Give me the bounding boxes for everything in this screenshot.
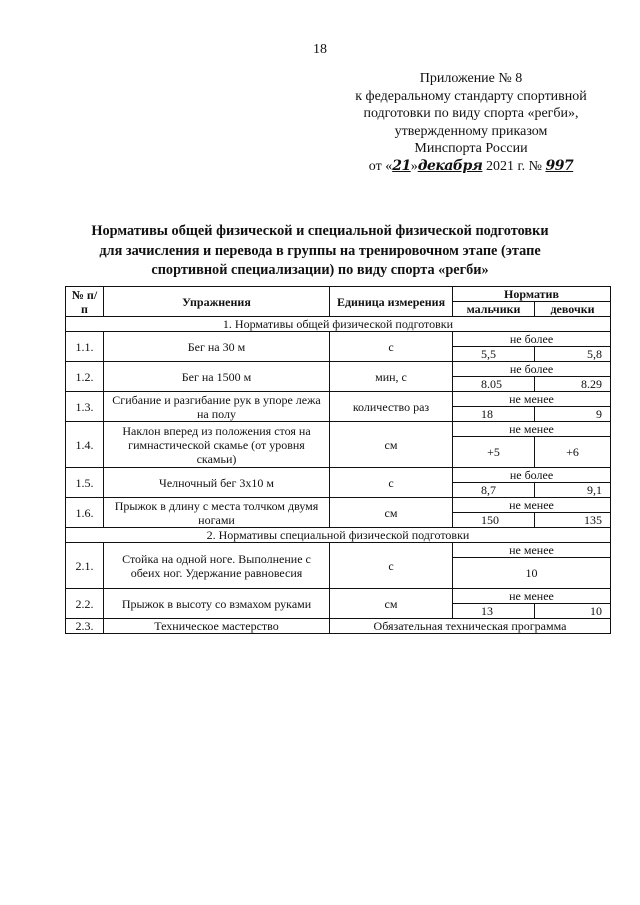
row-limit: не менее (453, 392, 611, 407)
row-limit: не менее (453, 498, 611, 513)
table-header-row (66, 287, 611, 302)
value-boys: 18 (453, 407, 535, 422)
row-num: 1.2. (66, 362, 104, 392)
table-row (66, 422, 611, 437)
page-number: 18 (313, 42, 327, 57)
header-boys: мальчики (453, 302, 535, 317)
table-row (66, 589, 611, 604)
date-mid: » (410, 158, 418, 174)
norms-table (65, 286, 611, 634)
handwritten-day: 21 (392, 157, 411, 174)
row-num: 1.1. (66, 332, 104, 362)
table-row (66, 543, 611, 558)
title-line: для зачисления и перевода в группы на тренировочном этапе (этапе (99, 242, 541, 259)
table-row (66, 468, 611, 483)
appendix-line: Минспорта России (414, 141, 528, 156)
header-norm: Норматив (453, 287, 611, 302)
appendix-line: подготовки по виду спорта «регби», (363, 106, 579, 121)
row-exercise: Стойка на одной ноге. Выполнение с обеих ног. Удержание равновесия (104, 543, 330, 589)
row-num: 2.2. (66, 589, 104, 619)
table-row (66, 392, 611, 407)
appendix-header (340, 70, 602, 175)
row-unit: см (330, 422, 453, 468)
table-row (66, 332, 611, 347)
section-row (66, 317, 611, 332)
section-row (66, 528, 611, 543)
appendix-line: к федеральному стандарту спортивной (355, 88, 587, 104)
title-line: спортивной специализации) по виду спорта «регби» (151, 262, 489, 278)
value-girls: +6 (535, 437, 611, 468)
row-limit: не более (453, 468, 611, 483)
value-boys: 8,7 (453, 483, 535, 498)
date-prefix: от « (368, 158, 393, 174)
row-limit: не менее (453, 543, 611, 558)
row-exercise: Прыжок в высоту со взмахом руками (104, 589, 330, 619)
value-boys: 150 (453, 513, 535, 528)
row-program: Обязательная техническая программа (330, 619, 611, 634)
header-unit: Единица измерения (330, 287, 453, 317)
date-year: 2021 г. № (482, 158, 546, 174)
value-girls: 5,8 (535, 347, 611, 362)
row-limit: не менее (453, 422, 611, 437)
row-limit: не более (453, 332, 611, 347)
row-exercise: Техническое мастерство (104, 619, 330, 634)
row-num: 2.3. (66, 619, 104, 634)
row-num: 2.1. (66, 543, 104, 589)
document-title (70, 222, 570, 281)
row-unit: см (330, 589, 453, 619)
header-num: № п/п (66, 287, 104, 317)
header-girls: девочки (535, 302, 611, 317)
value-boys: 13 (453, 604, 535, 619)
row-unit: с (330, 332, 453, 362)
section-title: 1. Нормативы общей физической подготовки (66, 317, 611, 332)
value-both: 10 (453, 558, 611, 589)
row-exercise: Прыжок в длину с места толчком двумя ногами (104, 498, 330, 528)
appendix-title: Приложение № 8 (419, 71, 523, 86)
row-exercise: Бег на 30 м (104, 332, 330, 362)
title-line: Нормативы общей физической и специальной физической подготовки (91, 223, 549, 239)
row-unit: мин, с (330, 362, 453, 392)
row-limit: не менее (453, 589, 611, 604)
row-exercise: Бег на 1500 м (104, 362, 330, 392)
row-unit: количество раз (330, 392, 453, 422)
appendix-line: утвержденному приказом (394, 123, 548, 139)
row-num: 1.3. (66, 392, 104, 422)
table-row (66, 498, 611, 513)
handwritten-month: декабря (417, 157, 483, 174)
order-date-line (340, 158, 602, 176)
value-girls: 135 (535, 513, 611, 528)
row-num: 1.6. (66, 498, 104, 528)
row-unit: с (330, 468, 453, 498)
section-title: 2. Нормативы специальной физической подготовки (66, 528, 611, 543)
value-boys: +5 (453, 437, 535, 468)
value-girls: 9,1 (535, 483, 611, 498)
value-girls: 10 (535, 604, 611, 619)
row-num: 1.4. (66, 422, 104, 468)
value-boys: 8.05 (453, 377, 535, 392)
header-exercises: Упражнения (104, 287, 330, 317)
value-girls: 8.29 (535, 377, 611, 392)
handwritten-order-number: 997 (545, 157, 574, 174)
row-num: 1.5. (66, 468, 104, 498)
table-row (66, 619, 611, 634)
table-row (66, 362, 611, 377)
value-boys: 5,5 (453, 347, 535, 362)
row-exercise: Наклон вперед из положения стоя на гимнастической скамье (от уровня скамьи) (104, 422, 330, 468)
row-exercise: Челночный бег 3х10 м (104, 468, 330, 498)
row-unit: см (330, 498, 453, 528)
row-exercise: Сгибание и разгибание рук в упоре лежа на полу (104, 392, 330, 422)
row-limit: не более (453, 362, 611, 377)
value-girls: 9 (535, 407, 611, 422)
row-unit: с (330, 543, 453, 589)
